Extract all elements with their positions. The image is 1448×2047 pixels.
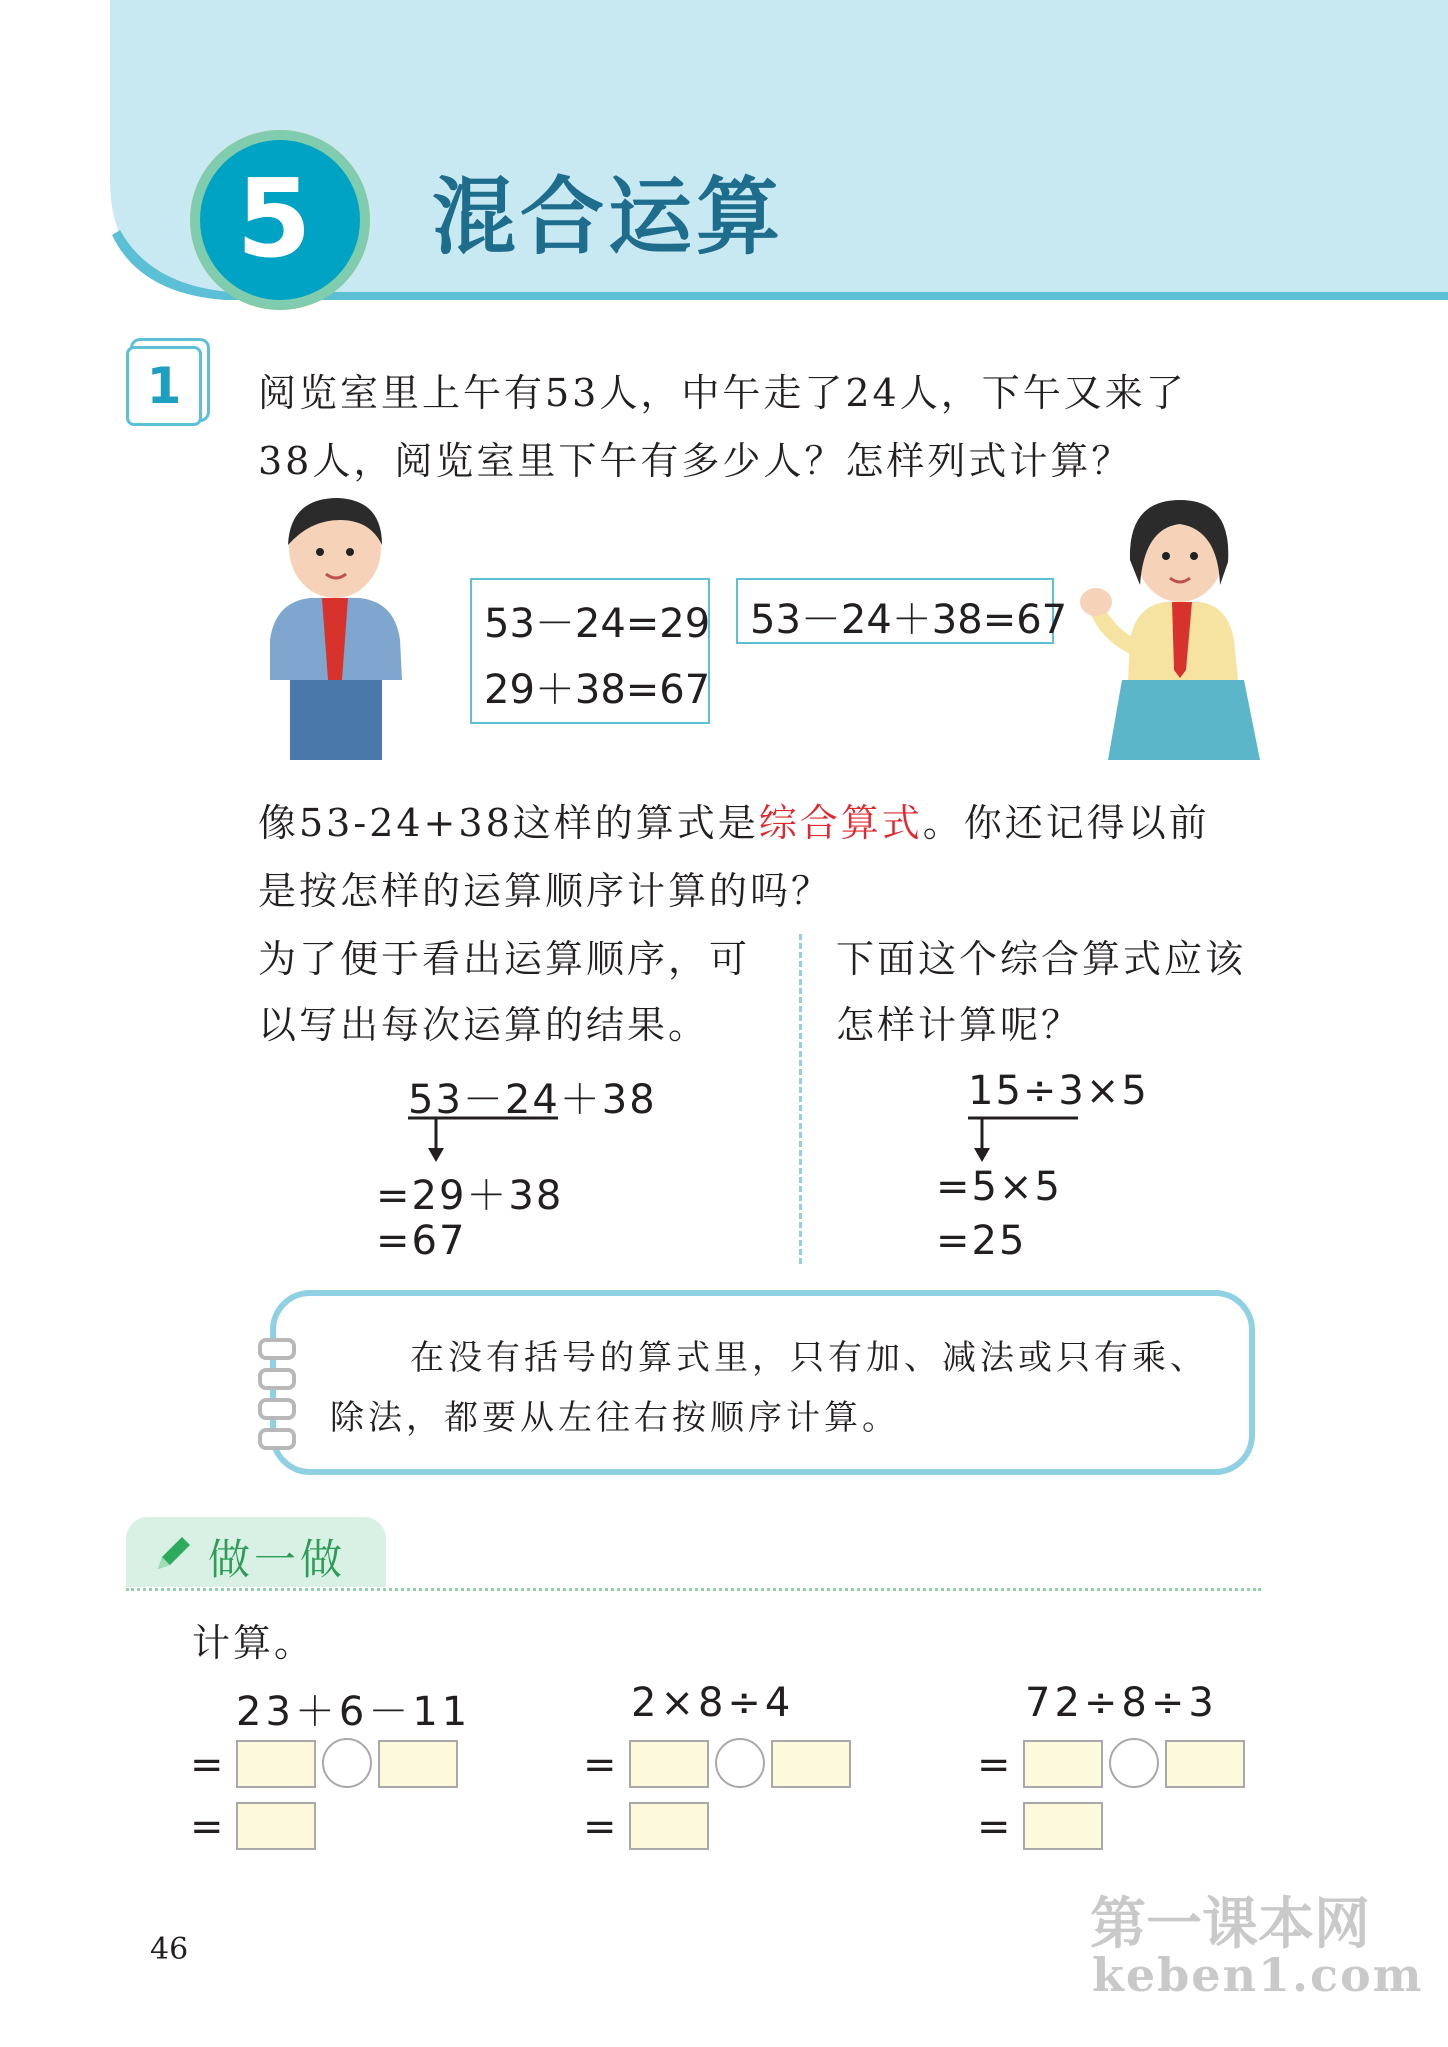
left-note-line-1: 为了便于看出运算顺序，可 (258, 937, 751, 981)
rule-line-2: 除法，都要从左往右按顺序计算。 (330, 1398, 900, 1438)
problem-expression: 72÷8÷3 (1025, 1680, 1218, 1726)
intro-line-1-after: 。你还记得以前 (922, 801, 1210, 845)
right-calc-expression: 15÷3×5 (968, 1068, 1149, 1114)
answer-box[interactable] (1023, 1740, 1103, 1788)
left-note-line-2: 以写出每次运算的结果。 (258, 1003, 710, 1047)
chapter-number: 5 (236, 157, 312, 282)
notebook-ring-icon (258, 1368, 296, 1390)
practice-title: 做一做 (208, 1535, 347, 1584)
problem-expression: 2×8÷4 (631, 1680, 795, 1726)
practice-problem-3 (977, 1680, 1277, 1860)
left-calc-arrow (408, 1114, 568, 1164)
answer-box[interactable] (236, 1802, 316, 1850)
right-note-line-2: 怎样计算呢？ (836, 1003, 1083, 1047)
practice-instruction: 计算。 (192, 1621, 316, 1665)
practice-tab (126, 1517, 386, 1587)
example-number: 1 (146, 357, 182, 415)
chapter-title: 混合运算 (432, 168, 785, 266)
watermark-url: keben1.com (1092, 1948, 1424, 2002)
answer-box[interactable] (629, 1740, 709, 1788)
problem-expression: 23＋6－11 (236, 1689, 472, 1735)
equals-sign: = (190, 1804, 224, 1850)
practice-problem-2 (583, 1680, 883, 1860)
column-divider (799, 934, 802, 1264)
intro-line-1-before: 像53-24+38这样的算式是 (258, 801, 759, 845)
practice-problem-1 (190, 1680, 490, 1860)
intro-line-1 (258, 792, 1210, 847)
boy-illustration (250, 490, 420, 760)
operator-circle[interactable] (715, 1738, 765, 1788)
rule-notebook-box (270, 1290, 1255, 1475)
practice-divider (126, 1588, 1261, 1591)
left-calc-expression: 53－24＋38 (408, 1077, 657, 1123)
answer-box[interactable] (378, 1740, 458, 1788)
notebook-ring-icon (258, 1338, 296, 1360)
equals-sign: = (190, 1742, 224, 1788)
term-highlight: 综合算式 (758, 801, 923, 845)
boy-equation-box (470, 578, 710, 724)
answer-box[interactable] (236, 1740, 316, 1788)
equals-sign: = (583, 1742, 617, 1788)
answer-box[interactable] (771, 1740, 851, 1788)
girl-equation-box (736, 578, 1068, 644)
right-calc-step-2: =25 (936, 1218, 1027, 1264)
right-calc-step-1: =5×5 (936, 1164, 1062, 1210)
operator-circle[interactable] (1109, 1738, 1159, 1788)
intro-line-2: 是按怎样的运算顺序计算的吗？ (258, 869, 833, 913)
girl-illustration (1060, 490, 1260, 760)
left-calc-step-2: =67 (376, 1218, 467, 1264)
example-number-badge (126, 346, 202, 426)
equals-sign: = (977, 1742, 1011, 1788)
right-note-line-1: 下面这个综合算式应该 (836, 937, 1247, 981)
watermark-title: 第一课本网 (1090, 1892, 1370, 1957)
pencil-icon (152, 1535, 192, 1575)
operator-circle[interactable] (322, 1738, 372, 1788)
rule-line-1: 在没有括号的算式里，只有加、减法或只有乘、 (410, 1338, 1208, 1378)
boy-equation-2: 29＋38=67 (484, 667, 711, 713)
chapter-number-badge (190, 130, 370, 310)
question-line-2: 38人，阅览室里下午有多少人？怎样列式计算？ (258, 439, 1133, 483)
answer-box[interactable] (1165, 1740, 1245, 1788)
notebook-ring-icon (258, 1398, 296, 1420)
right-calc-arrow (968, 1114, 1088, 1164)
page-number: 46 (150, 1932, 189, 1967)
girl-equation: 53－24＋38=67 (750, 597, 1068, 643)
notebook-ring-icon (258, 1428, 296, 1450)
answer-box[interactable] (1023, 1802, 1103, 1850)
left-calc-step-1: =29＋38 (376, 1173, 564, 1219)
answer-box[interactable] (629, 1802, 709, 1850)
boy-equation-1: 53－24=29 (484, 601, 711, 647)
question-line-1: 阅览室里上午有53人，中午走了24人，下午又来了 (258, 371, 1187, 415)
equals-sign: = (977, 1804, 1011, 1850)
equals-sign: = (583, 1804, 617, 1850)
